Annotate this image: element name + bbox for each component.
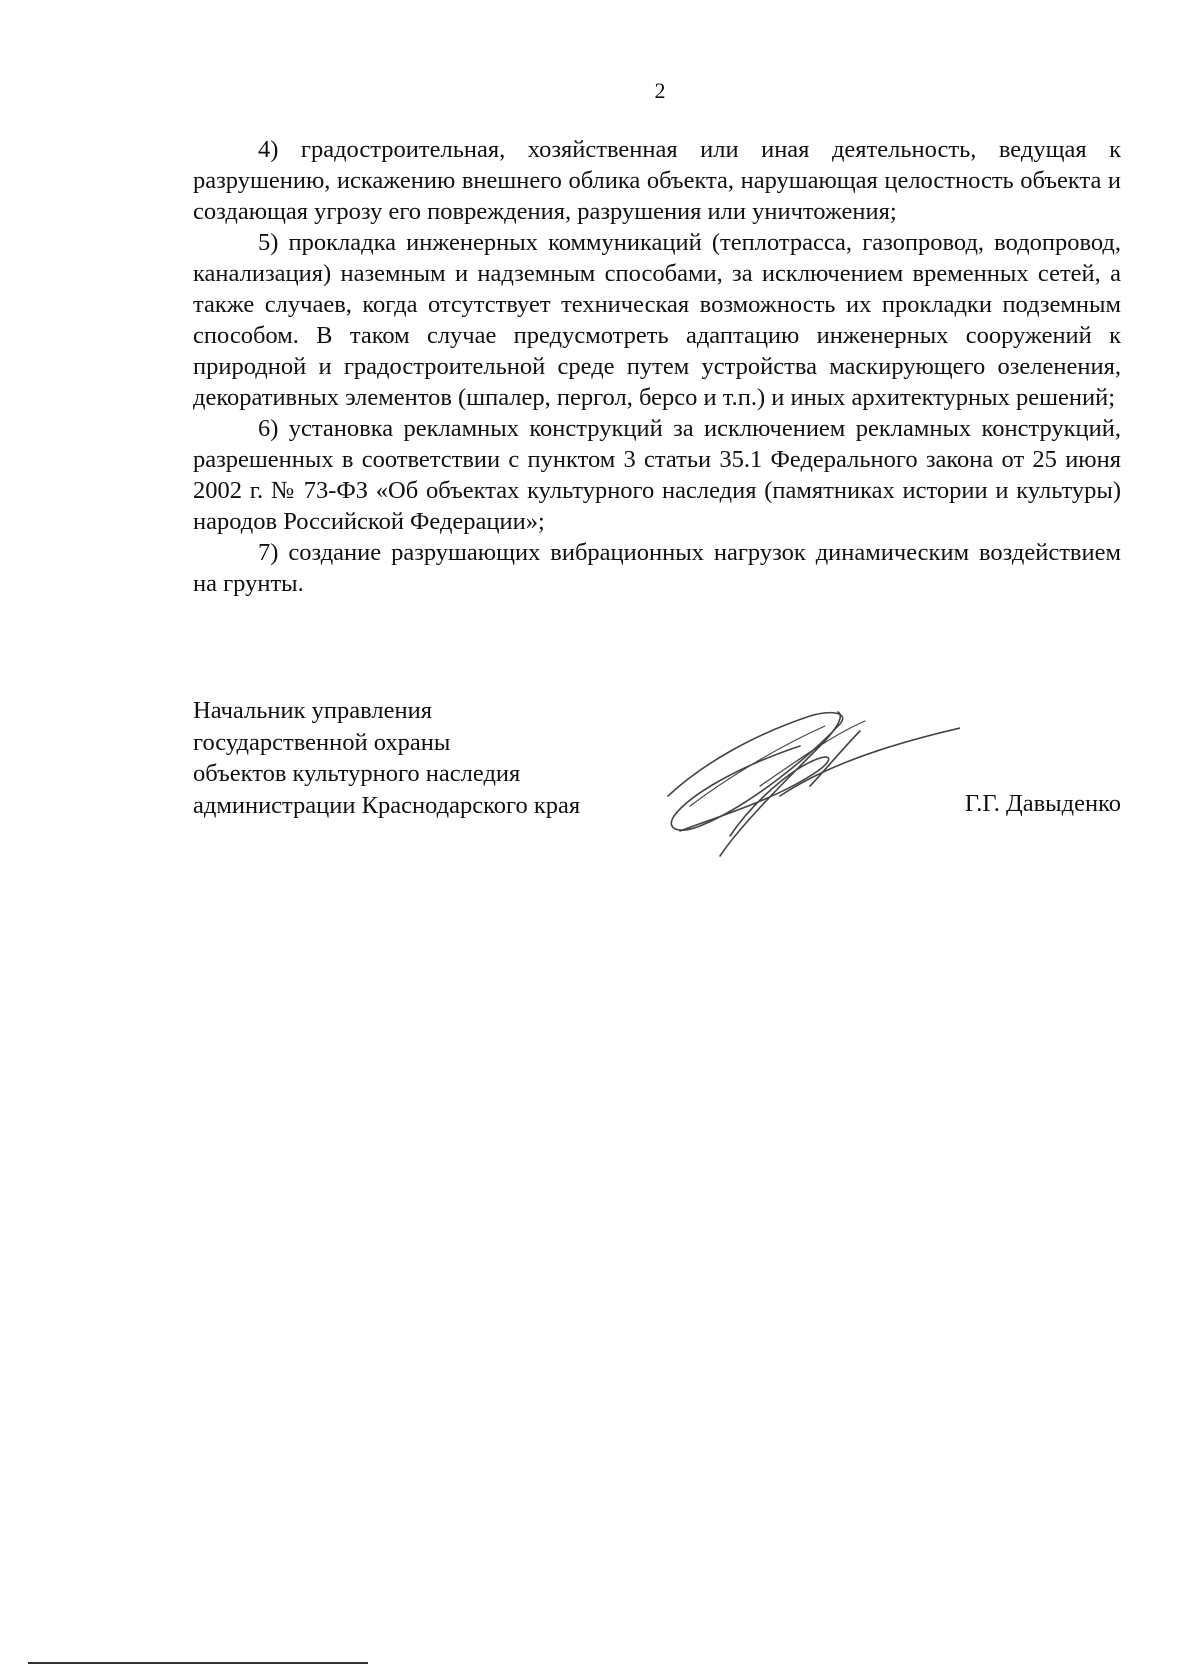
position-line: объектов культурного наследия xyxy=(193,760,521,787)
position-line: Начальник управления xyxy=(193,697,432,724)
bottom-divider xyxy=(28,1662,368,1664)
page-number: 2 xyxy=(654,78,666,103)
handwritten-signature xyxy=(660,706,960,862)
signatory-position xyxy=(193,695,580,821)
list-item-6: 6) установка рекламных конструкций за исключением рекламных конструкций, разрешенных в соответствии с пунктом 3 статьи 35.1 Федерального закона от 25 июня 2002 г. № 73-ФЗ «Об объектах культурного наследия (памятниках истории и культуры) народов Российской Федерации»; xyxy=(193,415,1121,535)
position-line: администрации Краснодарского края xyxy=(193,791,581,819)
list-item-7: 7) создание разрушающих вибрационных нагрузок динамическим воздействием на грунты. xyxy=(193,539,1121,597)
list-item-4: 4) градостроительная, хозяйственная или иная деятельность, ведущая к разрушению, искажению внешнего облика объекта, нарушающая целостность объекта и создающая угрозу его повреждения, разрушения или уничтожения; xyxy=(193,136,1121,225)
document-body xyxy=(193,134,1121,599)
signer-name: Г.Г. Давыденко xyxy=(964,790,1121,817)
position-line: государственной охраны xyxy=(193,728,451,756)
list-item-5: 5) прокладка инженерных коммуникаций (теплотрасса, газопровод, водопровод, канализация) наземным и надземным способами, за исключением временных сетей, а также случаев, когда отсутствует техническая возможность их прокладки подземным способом. В таком случае предусмотреть адаптацию инженерных сооружений к природной и градостроительной среде путем устройства маскирующего озеленения, декоративных элементов (шпалер, пергол, берсо и т.п.) и иных архитектурных решений; xyxy=(193,229,1121,411)
